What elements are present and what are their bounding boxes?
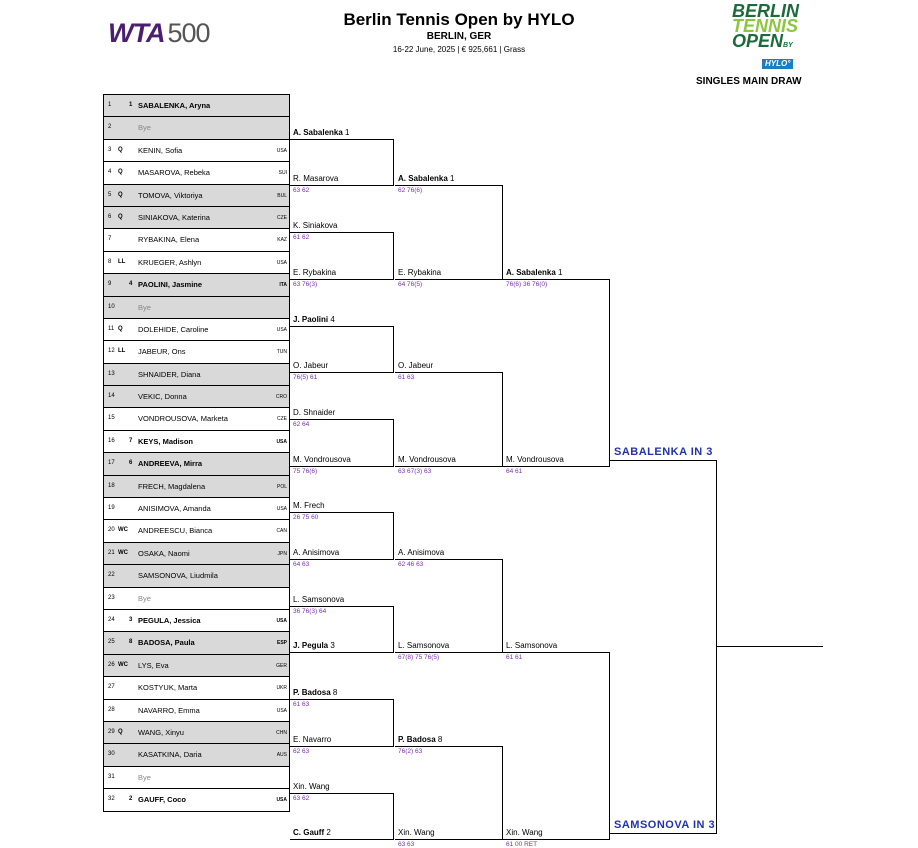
winner-name: L. Samsonova (506, 641, 558, 651)
draw-position: 15 (108, 415, 115, 422)
tournament-level: 500 (167, 18, 210, 48)
draw-position: 5 (108, 191, 112, 198)
draw-position: 24 (108, 616, 115, 623)
draw-position: 26 (108, 661, 115, 668)
nationality: USA (276, 438, 287, 445)
draw-position: 6 (108, 213, 112, 220)
player-name: Bye (138, 302, 151, 312)
draw-position: 25 (108, 639, 115, 646)
draw-row (103, 117, 290, 139)
winner-seed: 1 (345, 127, 350, 137)
entry-status: Q (118, 728, 123, 735)
logo-line-3-text: OPEN (732, 31, 784, 51)
bracket-slot-r2 (293, 782, 330, 791)
player-name: SABALENKA, Aryna (138, 101, 211, 110)
winner-name: A. Sabalenka (293, 127, 343, 137)
player-name: MASAROVA, Rebeka (138, 168, 210, 178)
bracket-line (290, 793, 394, 794)
draw-position: 31 (108, 773, 115, 780)
bracket-connector (393, 326, 394, 373)
draw-position: 3 (108, 146, 112, 153)
winner-name: Xin. Wang (398, 828, 435, 838)
seed-number: 8 (129, 639, 133, 646)
nationality: USA (276, 797, 287, 804)
draw-title: SINGLES MAIN DRAW (696, 76, 802, 87)
bracket-slot-r2 (293, 688, 337, 697)
bracket-line (395, 652, 503, 653)
draw-row (103, 95, 290, 117)
seed-number: 2 (129, 796, 133, 803)
player-name: RYBAKINA, Elena (138, 235, 200, 245)
match-score: 64 63 (293, 561, 310, 568)
winner-name: A. Anisimova (398, 548, 445, 557)
draw-row (103, 274, 290, 296)
draw-row (103, 700, 290, 722)
player-name: KASATKINA, Daria (138, 750, 202, 760)
winner-seed: 1 (558, 267, 563, 277)
player-name: Bye (138, 123, 151, 133)
semifinal-winner: SABALENKA IN 3 (614, 445, 713, 458)
bracket-slot-r3 (398, 641, 449, 650)
seed-number: 1 (129, 102, 133, 108)
bracket-line (290, 699, 394, 700)
draw-position: 22 (108, 572, 115, 579)
match-score: 63 62 (293, 794, 310, 802)
winner-name: M. Vondrousova (293, 454, 351, 464)
winner-seed: 4 (330, 314, 335, 324)
match-score: 26 75 60 (293, 514, 319, 522)
tournament-info: 16-22 June, 2025 | € 925,661 | Grass (392, 45, 526, 54)
bracket-line (395, 839, 503, 840)
player-name: VEKIC, Donna (138, 392, 187, 402)
logo-line-1: BERLIN (732, 1, 799, 21)
bracket-line (395, 466, 503, 467)
draw-position: 12 (108, 348, 115, 355)
draw-position: 30 (108, 751, 115, 758)
winner-seed: 8 (437, 734, 443, 744)
bracket-line (290, 372, 394, 373)
bracket-slot-r3 (398, 268, 441, 277)
draw-row (103, 252, 290, 274)
entry-status: Q (118, 169, 123, 176)
seed-number: 4 (129, 281, 133, 288)
draw-row (103, 565, 290, 587)
seed-number: 3 (129, 616, 133, 623)
bracket-connector (393, 419, 394, 466)
bracket-slot-r3 (398, 548, 444, 557)
draw-row (103, 543, 290, 565)
winner-name: P. Badosa (293, 688, 331, 698)
draw-position: 21 (108, 549, 115, 556)
player-name: KEYS, Madison (138, 436, 194, 446)
bracket-line (290, 652, 394, 653)
draw-row (103, 789, 290, 811)
wta-logo-text: WTA (108, 18, 165, 48)
winner-name: O. Jabeur (398, 361, 434, 371)
player-name: KOSTYUK, Marta (138, 683, 198, 693)
bracket-line (503, 279, 610, 280)
nationality: USA (276, 506, 287, 513)
match-score: 62 46 63 (398, 561, 424, 568)
bracket-line (290, 185, 394, 186)
nationality: USA (276, 326, 287, 333)
bracket-connector (393, 512, 394, 559)
bracket-slot-r2 (293, 221, 337, 230)
winner-name: A. Sabalenka (398, 174, 448, 184)
bracket-connector (393, 139, 394, 186)
player-name: ANISIMOVA, Amanda (138, 504, 211, 514)
draw-row (103, 588, 290, 610)
winner-name: J. Pegula (293, 641, 329, 651)
match-score: 63 62 (293, 187, 310, 195)
winner-name: C. Gauff (293, 828, 325, 838)
draw-position: 28 (108, 706, 115, 713)
draw-position: 8 (108, 258, 112, 265)
nationality: CAN (276, 528, 287, 535)
draw-position: 18 (108, 482, 115, 489)
draw-position: 17 (108, 460, 115, 467)
nationality: POL (276, 483, 287, 490)
nationality: CRO (275, 394, 287, 401)
bracket-slot-r2 (293, 595, 344, 604)
bracket-slot-r2 (293, 548, 339, 557)
draw-position: 14 (108, 393, 115, 400)
draw-row (103, 408, 290, 430)
winner-name: D. Shnaider (293, 407, 336, 417)
match-score: 76(2) 63 (398, 747, 423, 755)
draw-position: 9 (108, 281, 112, 288)
draw-position: 2 (108, 124, 112, 131)
player-name: SAMSONOVA, Liudmila (138, 571, 218, 581)
winner-name: J. Paolini (293, 314, 329, 324)
player-name: JABEUR, Ons (138, 347, 186, 357)
match-score: 62 63 (293, 747, 310, 755)
draw-row (103, 722, 290, 744)
bracket-line (610, 460, 717, 461)
nationality: CHN (276, 729, 287, 736)
bracket-line (290, 839, 394, 840)
match-score: 61 61 (506, 654, 523, 662)
winner-seed: 1 (450, 174, 455, 184)
player-name: KRUEGER, Ashlyn (138, 257, 202, 267)
nationality: TUN (276, 349, 287, 356)
winner-name: M. Vondrousova (506, 454, 564, 464)
winner-name: O. Jabeur (293, 361, 329, 371)
draw-position: 1 (108, 102, 112, 108)
winner-name: E. Rybakina (293, 267, 337, 277)
nationality: AUS (276, 752, 287, 759)
winner-name: K. Siniakova (293, 221, 338, 231)
nationality: ITA (279, 282, 287, 289)
winner-name: L. Samsonova (398, 641, 450, 651)
match-score: 75 76(6) (293, 467, 318, 475)
player-name: OSAKA, Naomi (138, 548, 190, 558)
bracket-line (290, 419, 394, 420)
bracket-slot-r3 (398, 455, 456, 464)
draw-row (103, 386, 290, 408)
bracket-line (503, 839, 610, 840)
bracket-slot-r3 (398, 735, 442, 744)
bracket-slot-qf (506, 828, 543, 837)
nationality: BUL (277, 192, 287, 199)
nationality: CZE (277, 416, 287, 423)
player-name: ANDREEVA, Mirra (138, 459, 203, 469)
winner-name: Xin. Wang (506, 828, 543, 838)
logo-by: BY (783, 42, 793, 49)
logo-line-2: TENNIS (732, 16, 799, 36)
match-score: 76(5) 61 (293, 374, 318, 382)
winner-name: M. Vondrousova (398, 454, 456, 464)
draw-row (103, 140, 290, 162)
draw-row (103, 431, 290, 453)
player-name: SHNAIDER, Diana (138, 369, 201, 379)
draw-row (103, 229, 290, 251)
bracket-connector (502, 185, 503, 278)
nationality: USA (276, 147, 287, 154)
bracket-line (290, 559, 394, 560)
draw-row (103, 767, 290, 789)
player-name: WANG, Xinyu (138, 727, 184, 737)
nationality: KAZ (277, 237, 287, 244)
nationality: UKR (276, 685, 287, 692)
match-score: 63 63 (398, 841, 415, 848)
entry-status: LL (118, 258, 126, 265)
bracket-slot-qf (506, 641, 557, 650)
bracket-slot-r2 (293, 128, 350, 137)
bracket-line (290, 512, 394, 513)
draw-row (103, 185, 290, 207)
winner-name: P. Badosa (398, 734, 436, 744)
draw-position: 32 (108, 796, 115, 803)
entry-status: LL (118, 348, 126, 355)
entry-status: Q (118, 325, 123, 332)
draw-row (103, 297, 290, 319)
bracket-slot-r2 (293, 735, 331, 744)
bracket-slot-r2 (293, 455, 351, 464)
draw-position: 11 (108, 325, 115, 332)
nationality: SUI (278, 170, 287, 177)
draw-position: 19 (108, 505, 115, 512)
draw-position: 10 (108, 303, 115, 310)
nationality: USA (276, 617, 287, 624)
draw-row (103, 610, 290, 632)
draw-row (103, 677, 290, 699)
winner-name: Xin. Wang (293, 781, 330, 791)
bracket-line (290, 279, 394, 280)
player-name: DOLEHIDE, Caroline (138, 324, 209, 334)
bracket-line (395, 279, 503, 280)
bracket-slot-r2 (293, 501, 325, 510)
draw-row (103, 453, 290, 475)
entry-status: Q (118, 191, 123, 198)
bracket-line (610, 833, 717, 834)
draw-position: 7 (108, 236, 112, 243)
bracket-connector (502, 559, 503, 652)
bracket-connector (393, 606, 394, 653)
draw-row (103, 632, 290, 654)
draw-position: 23 (108, 594, 115, 601)
bracket-line (290, 466, 394, 467)
bracket-slot-r3 (398, 174, 455, 183)
bracket-line (395, 372, 503, 373)
draw-position: 20 (108, 527, 115, 534)
match-score: 64 76(5) (398, 280, 423, 288)
nationality: CZE (277, 214, 287, 221)
bracket-slot-r2 (293, 268, 336, 277)
draw-position: 13 (108, 370, 115, 377)
winner-seed: 8 (332, 688, 338, 698)
player-name: KENIN, Sofia (138, 145, 183, 155)
draw-row (103, 319, 290, 341)
match-score: 62 76(6) (398, 187, 423, 195)
bracket-connector (609, 279, 610, 466)
match-score: 63 76(3) (293, 280, 318, 288)
bracket-line (290, 746, 394, 747)
draw-row (103, 520, 290, 542)
bracket-connector (393, 793, 394, 840)
bracket-slot-r3 (398, 828, 435, 837)
player-name: PAOLINI, Jasmine (138, 280, 203, 290)
player-name: NAVARRO, Emma (138, 705, 200, 715)
player-name: SINIAKOVA, Katerina (138, 212, 210, 222)
player-name: Bye (138, 772, 151, 782)
bracket-slot-qf (506, 455, 564, 464)
match-score: 61 63 (293, 701, 310, 709)
bracket-line (395, 746, 503, 747)
page-title: Berlin Tennis Open by HYLO (343, 10, 575, 29)
bracket-line (395, 559, 503, 560)
bracket-line (503, 652, 610, 653)
entry-status: WC (118, 527, 128, 534)
draw-row (103, 476, 290, 498)
bracket-slot-r2 (293, 315, 335, 324)
draw-row (103, 364, 290, 386)
bracket-slot-r2 (293, 174, 338, 183)
player-name: ANDREESCU, Bianca (138, 526, 213, 536)
bracket-connector (502, 372, 503, 465)
match-score: 61 63 (398, 374, 415, 382)
bracket-slot-r2 (293, 641, 335, 650)
bracket-line (290, 606, 394, 607)
hylo-badge: HYLO° (762, 59, 793, 69)
final-line (716, 646, 823, 647)
match-score: 63 67(3) 63 (398, 467, 432, 475)
player-name: TOMOVA, Viktoriya (138, 190, 203, 200)
seed-number: 6 (129, 460, 133, 467)
match-score: 61 62 (293, 234, 310, 242)
bracket-slot-r2 (293, 361, 328, 370)
draw-row (103, 162, 290, 184)
seed-number: 7 (129, 437, 133, 444)
winner-name: A. Anisimova (293, 548, 340, 557)
draw-table (103, 94, 290, 812)
location: BERLIN, GER (426, 31, 492, 42)
bracket-slot-r2 (293, 828, 331, 837)
nationality: USA (276, 707, 287, 714)
player-name: BADOSA, Paula (138, 638, 195, 648)
match-score: 62 64 (293, 420, 310, 428)
player-name: Bye (138, 593, 151, 603)
winner-name: L. Samsonova (293, 594, 345, 604)
bracket-connector (393, 232, 394, 279)
player-name: GAUFF, Coco (138, 795, 186, 805)
semifinal-winner: SAMSONOVA IN 3 (614, 819, 716, 832)
draw-row (103, 655, 290, 677)
berlin-tennis-open-logo (732, 1, 822, 69)
bracket-connector (502, 746, 503, 839)
winner-name: M. Frech (293, 501, 325, 511)
winner-name: E. Rybakina (398, 267, 442, 277)
winner-name: E. Navarro (293, 734, 332, 744)
bracket-slot-r2 (293, 408, 335, 417)
bracket-line (395, 185, 503, 186)
bracket-line (290, 326, 394, 327)
bracket-connector (609, 652, 610, 839)
match-score: 36 76(3) 64 (293, 607, 327, 615)
match-score: 64 61 (506, 467, 523, 475)
draw-position: 4 (108, 169, 112, 176)
winner-seed: 3 (330, 641, 335, 651)
draw-position: 29 (108, 728, 115, 735)
match-score: 76(6) 36 76(0) (506, 280, 548, 288)
entry-status: Q (118, 213, 123, 220)
nationality: GER (276, 662, 287, 669)
draw-row (103, 498, 290, 520)
draw-position: 27 (108, 684, 115, 691)
nationality: JPN (277, 550, 287, 557)
draw-row (103, 341, 290, 363)
bracket-line (290, 232, 394, 233)
entry-status: Q (118, 146, 123, 153)
player-name: FRECH, Magdalena (138, 481, 206, 491)
match-score: 61 00 RET (506, 841, 538, 848)
draw-row (103, 744, 290, 766)
winner-name: R. Masarova (293, 174, 339, 184)
entry-status: WC (118, 661, 128, 668)
bracket-line (503, 466, 610, 467)
logo-line-3 (732, 31, 822, 53)
player-name: VONDROUSOVA, Marketa (138, 414, 228, 424)
nationality: USA (276, 259, 287, 266)
player-name: PEGULA, Jessica (138, 615, 201, 625)
draw-row (103, 207, 290, 229)
bracket-slot-qf (506, 268, 563, 277)
nationality: ESP (276, 640, 287, 647)
bracket-connector (393, 699, 394, 746)
match-score: 67(8) 75 76(5) (398, 654, 440, 662)
winner-name: A. Sabalenka (506, 267, 556, 277)
entry-status: WC (118, 549, 128, 556)
player-name: LYS, Eva (138, 660, 169, 670)
draw-position: 16 (108, 437, 115, 444)
bracket-line (290, 139, 394, 140)
bracket-slot-r3 (398, 361, 433, 370)
winner-seed: 2 (326, 828, 331, 838)
